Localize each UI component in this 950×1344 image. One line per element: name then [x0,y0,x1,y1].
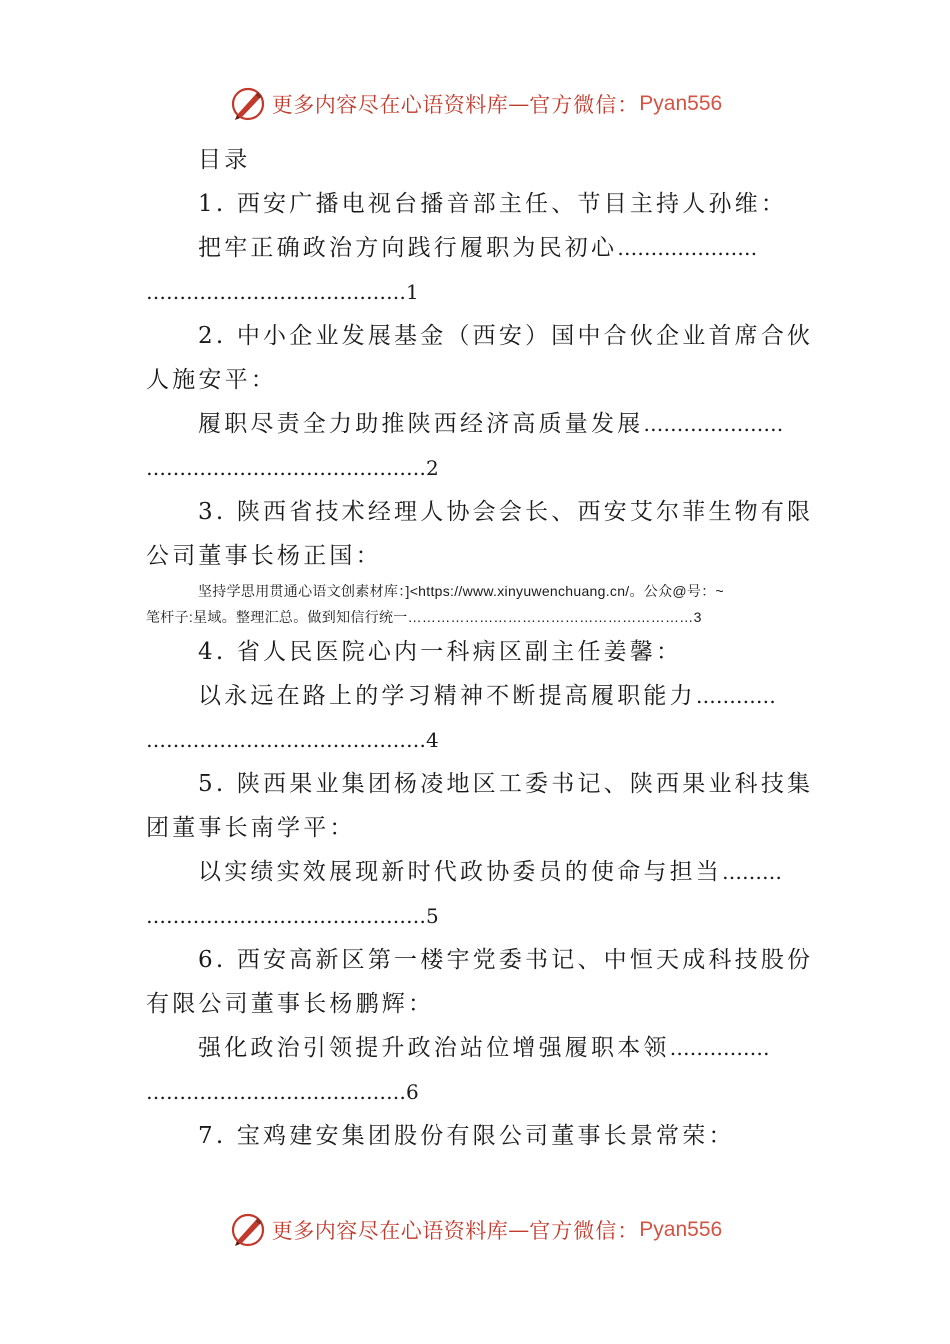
toc-title: 目录 [198,147,251,173]
footer-banner [0,1210,950,1250]
toc-entry-4-title[interactable]: 以永远在路上的学习精神不断提高履职能力………… [198,683,776,709]
banner-wechat-label: 官方微信： [529,93,640,117]
toc-entry-4-heading: 4. 省人民医院心内一科病区副主任姜馨： [198,639,683,665]
pen-logo-icon [228,1210,268,1250]
toc-entry-6-page[interactable]: …………………………………6 [146,1080,419,1104]
pen-logo-icon [228,84,268,124]
toc-entry-2-title[interactable]: 履职尽责全力助推陕西经济高质量发展………………… [198,411,784,437]
banner-wechat-label: 官方微信： [529,1219,640,1243]
toc-entry-1-title[interactable]: 把牢正确政治方向践行履职为民初心………………… [198,235,758,261]
toc [146,138,814,1158]
toc-entry-3-note[interactable]: 坚持学思用贯通心语文创素材库：]<https://www.xinyuwenchuang.cn/。公众@号：~ [198,583,724,599]
toc-entry-1-heading: 1. 西安广播电视台播音部主任、节目主持人孙维： [198,191,788,217]
toc-entry-5-heading-cont: 团董事长南学平： [146,815,356,841]
banner-wechat-id: Pyan556 [639,92,723,115]
toc-entry-2-heading: 2. 中小企业发展基金（西安）国中合伙企业首席合伙 [198,323,814,349]
toc-entry-2-page[interactable]: ……………………………………2 [146,456,439,480]
toc-entry-6-heading-cont: 有限公司董事长杨鹏辉： [146,991,435,1017]
toc-entry-6-heading: 6. 西安高新区第一楼宇党委书记、中恒天成科技股份 [198,947,814,973]
banner-dash: — [508,92,530,116]
banner-wechat-id: Pyan556 [639,1218,723,1241]
toc-entry-6-title[interactable]: 强化政治引领提升政治站位增强履职本领…………… [198,1035,770,1061]
banner-text: 更多内容尽在心语资料库 [271,93,509,117]
toc-entry-5-title[interactable]: 以实绩实效展现新时代政协委员的使命与担当……… [198,859,782,885]
header-banner [0,84,950,124]
toc-entry-3-heading-cont: 公司董事长杨正国： [146,543,382,569]
toc-entry-1-page[interactable]: …………………………………1 [146,280,419,304]
banner-text: 更多内容尽在心语资料库 [271,1219,509,1243]
toc-entry-5-heading: 5. 陕西果业集团杨凌地区工委书记、陕西果业科技集 [198,771,814,797]
banner-dash: — [508,1218,530,1242]
toc-entry-3-note-cont[interactable]: 笔杆子:星域。整理汇总。做到知信行统一……………………………………………………3 [146,609,702,625]
toc-entry-2-heading-cont: 人施安平： [146,367,277,393]
toc-entry-4-page[interactable]: ……………………………………4 [146,728,439,752]
toc-entry-7-heading: 7. 宝鸡建安集团股份有限公司董事长景常荣： [198,1123,735,1149]
toc-entry-5-page[interactable]: ……………………………………5 [146,904,439,928]
toc-entry-3-heading: 3. 陕西省技术经理人协会会长、西安艾尔菲生物有限 [198,499,814,525]
